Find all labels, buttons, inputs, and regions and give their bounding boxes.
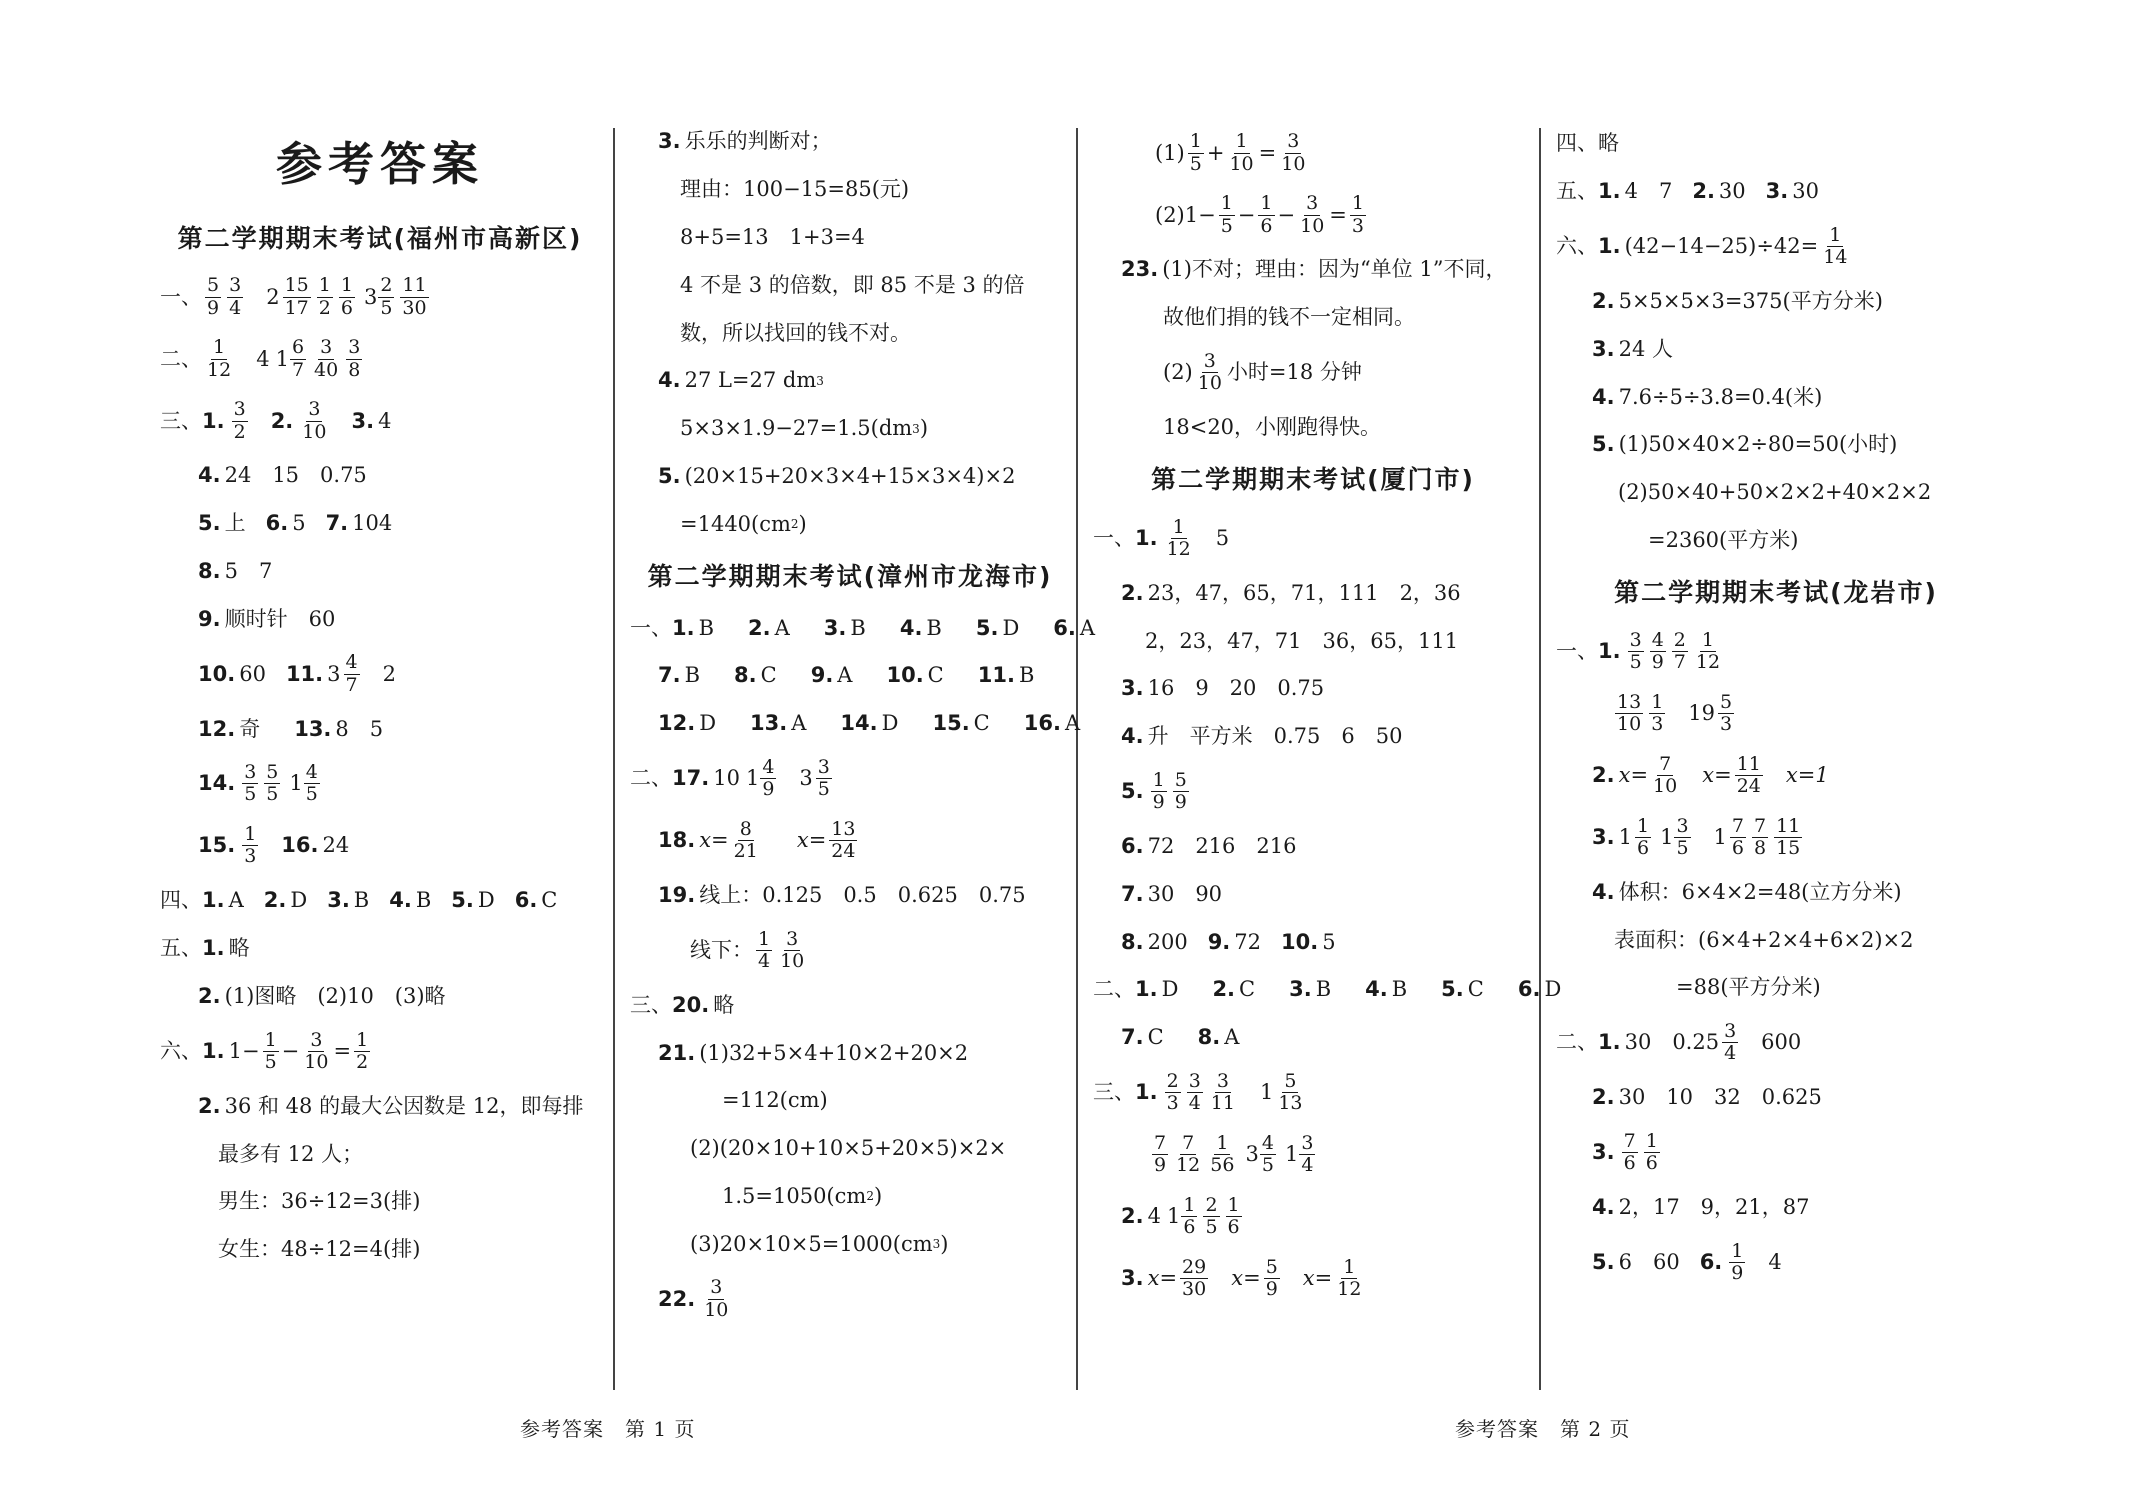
fraction: $\frac{3}{11}$ — [1210, 1069, 1235, 1115]
answer-line: =1440(cm 2 ) — [680, 511, 807, 536]
fraction: $\frac{5}{3}$ — [1720, 690, 1733, 735]
answer-line: 五、 1. 略 — [160, 936, 250, 961]
answer-line: 19. 线上：0.125 0.5 0.625 0.75 — [658, 882, 1026, 907]
answer-line: 一、 1. B 2. A 3. B 4. B 5. D 6. A — [630, 615, 1096, 640]
fraction: $\frac{1}{3}$ — [244, 823, 257, 868]
answer-line: 三、 20. 略 — [630, 992, 735, 1017]
fraction: $\frac{3}{10}$ — [1197, 349, 1222, 395]
answer-line: $\frac{13}{10}$ $\frac{1}{3}$ 19 $\frac{5}{3}$ — [1617, 690, 1733, 735]
answer-line: 2. 23，47，65，71，111 2，36 — [1121, 580, 1461, 605]
fraction: $\frac{1}{5}$ — [264, 1028, 277, 1073]
column-divider — [1539, 128, 1541, 1390]
answer-line: (2)50×40+50×2×2+40×2×2 — [1618, 480, 1932, 505]
fraction: $\frac{1}{14}$ — [1823, 223, 1848, 269]
fraction: $\frac{3}{10}$ — [302, 398, 327, 443]
fraction: $\frac{1}{4}$ — [758, 927, 771, 972]
fraction: $\frac{4}{5}$ — [305, 761, 318, 806]
answer-line: 4. 体积：6×4×2=48(立方分米) — [1592, 879, 1902, 904]
fraction: $\frac{1}{6}$ — [1645, 1129, 1658, 1175]
fraction: $\frac{1}{6}$ — [1260, 192, 1273, 237]
fraction: $\frac{3}{4}$ — [1301, 1131, 1314, 1177]
fraction: $\frac{2}{5}$ — [1205, 1193, 1218, 1239]
fraction: $\frac{4}{7}$ — [345, 651, 358, 696]
fraction: $\frac{1}{3}$ — [1651, 690, 1664, 735]
answer-line: 4. 27 L=27 dm 3 — [658, 368, 824, 393]
answer-line: 四、 1. A 2. D 3. B 4. B 5. D 6. C — [160, 888, 558, 913]
answer-line: 21. (1)32+5×4+10×2+20×2 — [658, 1040, 969, 1065]
answer-line: 5. 上 6. 5 7. 104 — [198, 511, 393, 536]
fraction: $\frac{1}{3}$ — [1351, 192, 1364, 237]
fraction: $\frac{5}{9}$ — [207, 274, 220, 319]
section-heading: 第二学期期末考试(福州市高新区) — [177, 223, 583, 253]
answer-line: 18<20，小刚跑得快。 — [1163, 414, 1382, 439]
column-divider — [1076, 128, 1078, 1390]
column-1 — [160, 118, 600, 1274]
fraction: $\frac{1}{12}$ — [1337, 1255, 1362, 1301]
page-footer: 参考答案 第 2 页 — [1455, 1417, 1631, 1441]
answer-line: 7. C 8. A — [1121, 1025, 1240, 1050]
fraction: $\frac{1}{56}$ — [1210, 1131, 1235, 1177]
fraction: $\frac{4}{9}$ — [1651, 628, 1664, 673]
answer-line: 23. (1)不对；理由：因为“单位 1”不同， — [1121, 257, 1507, 282]
fraction: $\frac{29}{30}$ — [1182, 1255, 1207, 1301]
answer-line: 理由：100−15=85(元) — [680, 177, 910, 202]
column-2 — [630, 118, 1096, 1330]
fraction: $\frac{11}{15}$ — [1776, 814, 1801, 859]
fraction: $\frac{1}{2}$ — [318, 274, 331, 319]
fraction: $\frac{1}{5}$ — [1189, 130, 1202, 175]
page-title: 参考答案 — [276, 137, 484, 191]
fraction: $\frac{3}{4}$ — [1724, 1020, 1737, 1065]
answer-line: (1) $\frac{1}{5}$ + $\frac{1}{10}$ = $\frac{3}{10}$ — [1155, 130, 1306, 175]
answer-line: 故他们捐的钱不一定相同。 — [1163, 305, 1415, 330]
fraction: $\frac{3}{10}$ — [304, 1028, 329, 1073]
fraction: $\frac{8}{21}$ — [733, 817, 758, 863]
fraction: $\frac{7}{9}$ — [1154, 1131, 1167, 1177]
answer-line: 7. 30 90 — [1121, 881, 1223, 906]
answer-line: =88(平方分米) — [1676, 975, 1821, 1000]
answer-line: 2，23，47，71 36，65，111 — [1145, 628, 1459, 653]
answer-line: 2. 5×5×5×3=375(平方分米) — [1592, 288, 1883, 313]
fraction: $\frac{1}{9}$ — [1152, 768, 1165, 814]
answer-line: 9. 顺时针 60 — [198, 606, 336, 631]
answer-line: 六、 1. (42−14−25)÷42= $\frac{1}{14}$ — [1556, 223, 1848, 269]
section-heading: 第二学期期末考试(厦门市) — [1151, 464, 1475, 494]
fraction: $\frac{7}{10}$ — [1653, 752, 1678, 797]
answer-line: 2. (1)图略 (2)10 (3)略 — [198, 983, 446, 1008]
answer-line: 5×3×1.9−27=1.5(dm 3 ) — [680, 416, 929, 441]
answer-line: 三、 1. $\frac{3}{2}$ 2. $\frac{3}{10}$ 3. 4 — [160, 398, 392, 443]
answer-line: 3. 乐乐的判断对； — [658, 129, 832, 154]
answer-line: 8. 5 7 — [198, 558, 273, 583]
answer-line: 12. 奇 13. 8 5 — [198, 716, 384, 741]
answer-line: 数，所以找回的钱不对。 — [680, 320, 911, 345]
answer-line: 5. (20×15+20×3×4+15×3×4)×2 — [658, 463, 1016, 488]
fraction: $\frac{2}{3}$ — [1166, 1069, 1179, 1115]
fraction: $\frac{1}{6}$ — [1183, 1193, 1196, 1239]
fraction: $\frac{2}{7}$ — [1673, 628, 1686, 673]
fraction: $\frac{13}{24}$ — [831, 817, 856, 863]
fraction: $\frac{3}{2}$ — [233, 398, 246, 443]
fraction: $\frac{1}{6}$ — [1227, 1193, 1240, 1239]
section-heading: 第二学期期末考试(龙岩市) — [1614, 577, 1938, 607]
answer-line: 3. x = $\frac{29}{30}$ x = $\frac{5}{9}$ x = $\frac{1}{12}$ — [1121, 1255, 1362, 1301]
answer-line: 三、 1. $\frac{2}{3}$ $\frac{3}{4}$ $\frac{3}{11}$ 1 $\frac{5}{13}$ — [1093, 1069, 1303, 1115]
fraction: $\frac{1}{12}$ — [207, 336, 232, 381]
fraction: $\frac{3}{5}$ — [1676, 814, 1689, 859]
answer-line: 6. 72 216 216 — [1121, 833, 1297, 858]
answer-line: 3. 16 9 20 0.75 — [1121, 676, 1325, 701]
answer-line: 女生：48÷12=4(排) — [218, 1237, 421, 1262]
column-4 — [1556, 120, 1996, 1293]
page-footer: 参考答案 第 1 页 — [520, 1417, 696, 1441]
answer-line: 五、 1. 4 7 2. 30 3. 30 — [1556, 179, 1819, 204]
answer-line: 最多有 12 人； — [218, 1141, 364, 1166]
fraction: $\frac{7}{6}$ — [1623, 1129, 1636, 1175]
answer-line: 8+5=13 1+3=4 — [680, 224, 865, 249]
answer-line: 3. 24 人 — [1592, 336, 1673, 361]
fraction: $\frac{1}{5}$ — [1220, 192, 1233, 237]
fraction: $\frac{7}{6}$ — [1731, 814, 1744, 859]
fraction: $\frac{1}{12}$ — [1695, 628, 1721, 673]
answer-line: 二、 17. 10 1 $\frac{4}{9}$ 3 $\frac{3}{5}$ — [630, 755, 830, 801]
fraction: $\frac{4}{9}$ — [762, 755, 775, 801]
fraction: $\frac{3}{4}$ — [229, 274, 242, 319]
fraction: $\frac{3}{8}$ — [348, 336, 361, 381]
answer-line: 3. $\frac{7}{6}$ $\frac{1}{6}$ — [1592, 1129, 1658, 1175]
answer-line: (3)20×10×5=1000(cm 3 ) — [690, 1231, 949, 1256]
answer-line: 4. 24 15 0.75 — [198, 463, 367, 488]
fraction: $\frac{3}{10}$ — [704, 1276, 729, 1321]
answer-line: 4 不是 3 的倍数，即 85 不是 3 的倍 — [680, 272, 1025, 297]
fraction: $\frac{3}{10}$ — [1300, 192, 1325, 237]
fraction: $\frac{4}{5}$ — [1261, 1131, 1274, 1177]
fraction: $\frac{7}{12}$ — [1176, 1131, 1201, 1177]
fraction: $\frac{3}{10}$ — [780, 927, 805, 972]
answer-line: 1.5=1050(cm 2 ) — [722, 1183, 883, 1208]
answer-line: 18. x = $\frac{8}{21}$ x = $\frac{13}{24}$ — [658, 817, 856, 863]
answer-line: 2. 36 和 48 的最大公因数是 12，即每排 — [198, 1093, 584, 1118]
answer-line: (2) $\frac{3}{10}$ 小时=18 分钟 — [1163, 349, 1362, 395]
column-divider — [613, 128, 615, 1390]
fraction: $\frac{1}{12}$ — [1166, 515, 1191, 560]
answer-line: 二、 $\frac{1}{12}$ 4 1 $\frac{6}{7}$ $\frac{3}{40}$ $\frac{3}{8}$ — [160, 336, 361, 381]
answer-line: 5. $\frac{1}{9}$ $\frac{5}{9}$ — [1121, 768, 1187, 814]
answer-line: 22. $\frac{3}{10}$ — [658, 1276, 729, 1321]
fraction: $\frac{1}{6}$ — [1636, 814, 1650, 859]
fraction: $\frac{1}{9}$ — [1731, 1239, 1744, 1284]
answer-line: 12. D 13. A 14. D 15. C 16. A — [658, 711, 1081, 736]
fraction: $\frac{2}{5}$ — [380, 274, 393, 319]
answer-line: 一、 1. $\frac{3}{5}$ $\frac{4}{9}$ $\frac{2}{7}$ $\frac{1}{12}$ — [1556, 628, 1721, 673]
answer-line: 5. (1)50×40×2÷80=50(小时) — [1592, 432, 1898, 457]
answer-line: $\frac{7}{9}$ $\frac{7}{12}$ $\frac{1}{56}$ 3 $\frac{4}{5}$ 1 $\frac{3}{4}$ — [1154, 1131, 1314, 1177]
fraction: $\frac{5}{13}$ — [1278, 1069, 1303, 1115]
answer-line: 4. 7.6÷5÷3.8=0.4(米) — [1592, 384, 1823, 409]
fraction: $\frac{6}{7}$ — [291, 336, 305, 381]
answer-line: 2. x = $\frac{7}{10}$ x = $\frac{11}{24}$ x=1 — [1592, 752, 1829, 797]
answer-line: 5. 6 60 6. $\frac{1}{9}$ 4 — [1592, 1239, 1782, 1284]
fraction: $\frac{3}{40}$ — [314, 336, 339, 381]
answer-line: 7. B 8. C 9. A 10. C 11. B — [658, 663, 1035, 688]
fraction: $\frac{3}{4}$ — [1188, 1069, 1201, 1115]
answer-line: 8. 200 9. 72 10. 5 — [1121, 929, 1336, 954]
answer-line: 表面积：(6×4+2×4+6×2)×2 — [1614, 927, 1914, 952]
fraction: $\frac{3}{5}$ — [244, 761, 257, 806]
answer-line: 2. 30 10 32 0.625 — [1592, 1085, 1822, 1110]
answer-line: 4. 升 平方米 0.75 6 50 — [1121, 724, 1403, 749]
fraction: $\frac{11}{30}$ — [402, 274, 427, 319]
answer-line: 一、 $\frac{5}{9}$ $\frac{3}{4}$ 2 $\frac{15}{17}$ $\frac{1}{2}$ $\frac{1}{6}$ 3 $\frac{2}{5}$ $\frac{11}{30}$ — [160, 274, 427, 319]
answer-line: (2)1− $\frac{1}{5}$ − $\frac{1}{6}$ − $\frac{3}{10}$ = $\frac{1}{3}$ — [1155, 192, 1364, 237]
answer-line: (2)(20×10+10×5+20×5)×2× — [690, 1136, 1007, 1161]
fraction: $\frac{15}{17}$ — [284, 274, 309, 319]
answer-line: 二、 1. 30 0.25 $\frac{3}{4}$ 600 — [1556, 1020, 1802, 1065]
fraction: $\frac{1}{2}$ — [356, 1028, 369, 1073]
section-heading: 第二学期期末考试(漳州市龙海市) — [647, 561, 1053, 591]
answer-line: =2360(平方米) — [1648, 527, 1799, 552]
answer-line: 2. 4 1 $\frac{1}{6}$ $\frac{2}{5}$ $\frac{1}{6}$ — [1121, 1193, 1240, 1239]
answer-line: 4. 2，17 9，21，87 — [1592, 1194, 1810, 1219]
fraction: $\frac{5}{5}$ — [266, 761, 279, 806]
answer-line: 14. $\frac{3}{5}$ $\frac{5}{5}$ 1 $\frac{4}{5}$ — [198, 761, 318, 806]
answer-line: 四、 略 — [1556, 131, 1619, 156]
answer-line: =112(cm) — [722, 1088, 828, 1113]
fraction: $\frac{7}{8}$ — [1754, 814, 1767, 859]
answer-line: 3. 1 $\frac{1}{6}$ 1 $\frac{3}{5}$ 1 $\frac{7}{6}$ $\frac{7}{8}$ $\frac{11}{15}$ — [1592, 814, 1801, 859]
fraction: $\frac{11}{24}$ — [1736, 752, 1761, 797]
answer-line: 六、 1. 1− $\frac{1}{5}$ − $\frac{3}{10}$ = $\frac{1}{2}$ — [160, 1028, 369, 1073]
answer-line: 15. $\frac{1}{3}$ 16. 24 — [198, 823, 350, 868]
answer-line: 10. 60 11. 3 $\frac{4}{7}$ 2 — [198, 651, 396, 696]
fraction: $\frac{1}{6}$ — [340, 274, 353, 319]
answer-line: 一、 1. $\frac{1}{12}$ 5 — [1093, 515, 1230, 560]
column-3 — [1093, 122, 1562, 1310]
fraction: $\frac{13}{10}$ — [1617, 690, 1642, 735]
fraction: $\frac{3}{10}$ — [1281, 130, 1306, 175]
fraction: $\frac{3}{5}$ — [817, 755, 830, 801]
answer-line: 线下： $\frac{1}{4}$ $\frac{3}{10}$ — [690, 927, 805, 972]
fraction: $\frac{1}{10}$ — [1229, 130, 1254, 175]
fraction: $\frac{3}{5}$ — [1629, 628, 1642, 673]
fraction: $\frac{5}{9}$ — [1265, 1255, 1278, 1301]
fraction: $\frac{5}{9}$ — [1174, 768, 1187, 814]
answer-line: 二、 1. D 2. C 3. B 4. B 5. C 6. D — [1093, 977, 1562, 1002]
answer-line: 男生：36÷12=3(排) — [218, 1189, 421, 1214]
